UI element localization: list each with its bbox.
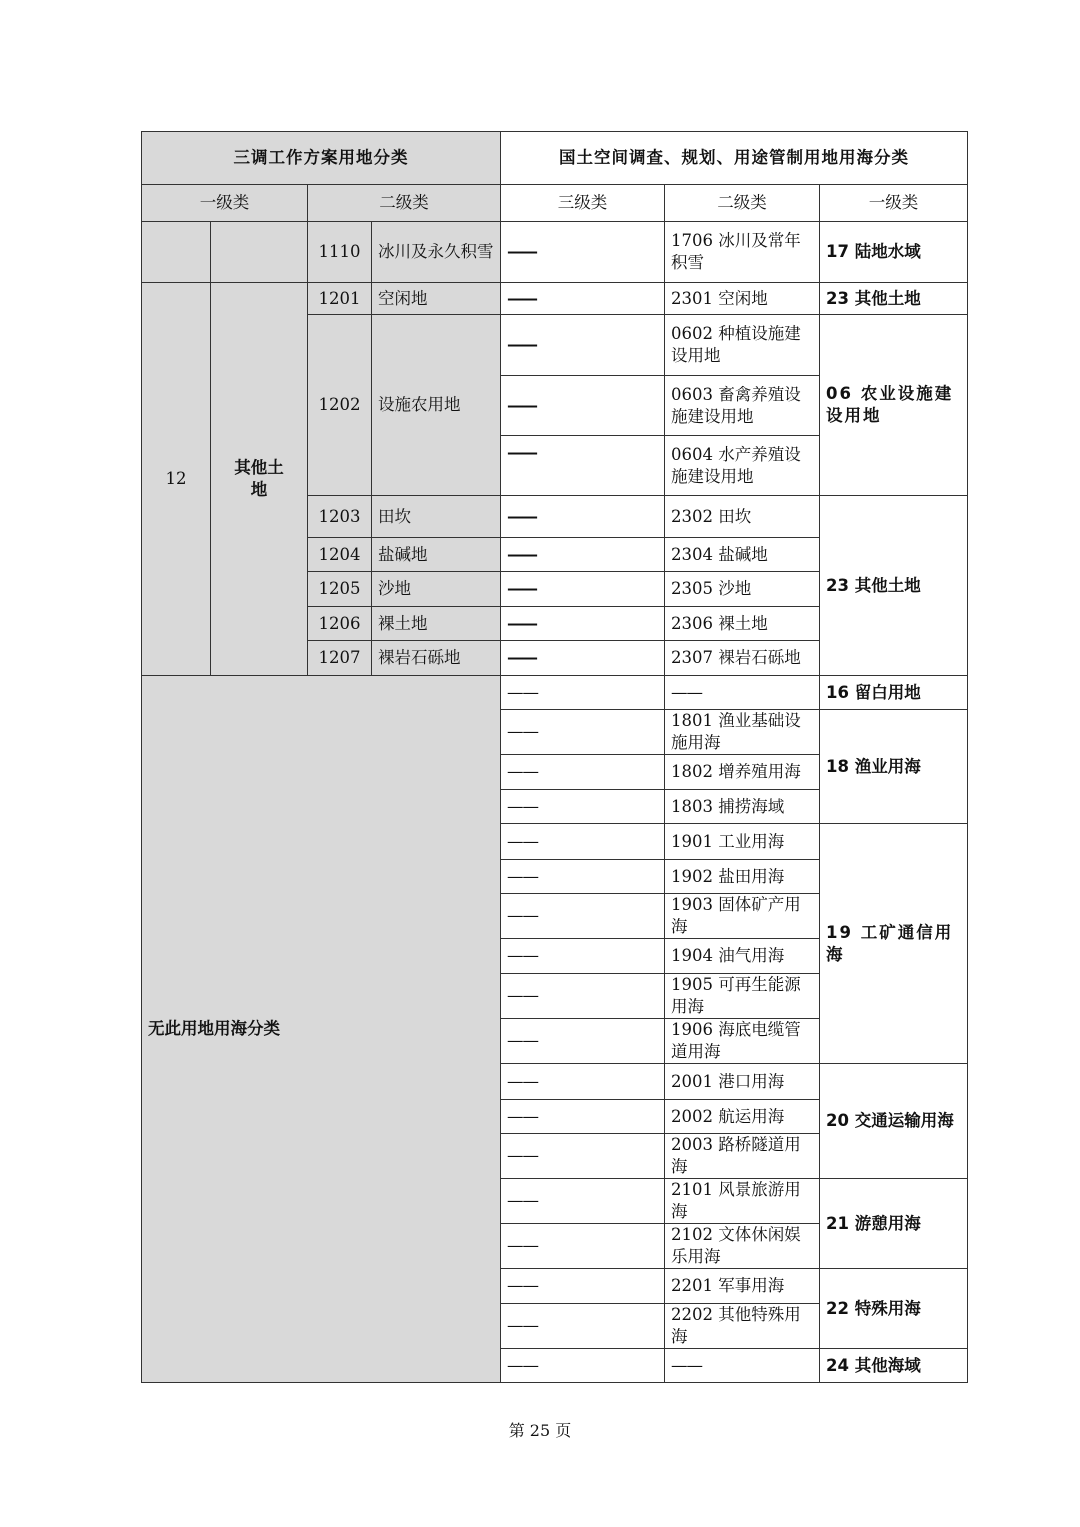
- right-level2-header: 二级类: [665, 185, 820, 222]
- level1-cell: 06 农业设施建设用地: [820, 315, 968, 496]
- level1-cell: 23 其他土地: [820, 283, 968, 315]
- level2-cell: 0602 种植设施建设用地: [665, 315, 820, 376]
- level1-cell: 21 游憩用海: [820, 1179, 968, 1269]
- level2-cell: 2305 沙地: [665, 572, 820, 607]
- name-cell: 裸岩石砾地: [372, 641, 501, 676]
- level2-cell: 2306 裸土地: [665, 607, 820, 641]
- right-table-title: 国土空间调查、规划、用途管制用地用海分类: [501, 132, 968, 185]
- code-cell: 1205: [308, 572, 372, 607]
- dash-cell: ——: [501, 676, 665, 710]
- level2-cell: 1906 海底电缆管道用海: [665, 1019, 820, 1064]
- dash-cell: ——: [665, 676, 820, 710]
- name-cell: 空闲地: [372, 283, 501, 315]
- dash-cell: ——: [501, 1134, 665, 1179]
- name-cell: 田坎: [372, 496, 501, 538]
- left-table-title: 三调工作方案用地分类: [142, 132, 501, 185]
- code-cell: 1203: [308, 496, 372, 538]
- dash-cell: ——: [501, 1019, 665, 1064]
- level2-cell: 2302 田坎: [665, 496, 820, 538]
- empty-cell: [142, 222, 211, 283]
- level2-cell: 1904 油气用海: [665, 939, 820, 974]
- level2-cell: 1706 冰川及常年积雪: [665, 222, 820, 283]
- level1-cell: 22 特殊用海: [820, 1269, 968, 1349]
- dash-cell: ——: [501, 436, 665, 496]
- dash-cell: ——: [501, 607, 665, 641]
- dash-cell: ——: [501, 1269, 665, 1304]
- dash-cell: ——: [501, 641, 665, 676]
- level2-cell: 2202 其他特殊用海: [665, 1304, 820, 1349]
- no-classification-cell: 无此用地用海分类: [142, 676, 501, 1383]
- code-cell: 1110: [308, 222, 372, 283]
- dash-cell: ——: [501, 496, 665, 538]
- level2-cell: 1902 盐田用海: [665, 860, 820, 894]
- level1-cell: 20 交通运输用海: [820, 1064, 968, 1179]
- level1-cell: 17 陆地水域: [820, 222, 968, 283]
- name-cell: 盐碱地: [372, 538, 501, 572]
- level2-cell: 2101 风景旅游用海: [665, 1179, 820, 1224]
- dash-cell: ——: [501, 222, 665, 283]
- right-level1-header: 一级类: [820, 185, 968, 222]
- dash-cell: ——: [501, 1224, 665, 1269]
- name-cell: 裸土地: [372, 607, 501, 641]
- land-sea-classification-table: [141, 131, 968, 1383]
- level1-cell: 18 渔业用海: [820, 710, 968, 824]
- group-code-cell: 12: [142, 283, 211, 676]
- right-level3-header: 三级类: [501, 185, 665, 222]
- dash-cell: ——: [665, 1349, 820, 1383]
- empty-cell: [211, 222, 308, 283]
- level2-cell: 2001 港口用海: [665, 1064, 820, 1100]
- code-cell: 1202: [308, 315, 372, 496]
- code-cell: 1204: [308, 538, 372, 572]
- level2-cell: 1901 工业用海: [665, 824, 820, 860]
- level2-cell: 1903 固体矿产用海: [665, 894, 820, 939]
- level2-cell: 2002 航运用海: [665, 1100, 820, 1134]
- level2-cell: 2301 空闲地: [665, 283, 820, 315]
- level1-cell: 19 工矿通信用海: [820, 824, 968, 1064]
- code-cell: 1201: [308, 283, 372, 315]
- dash-cell: ——: [501, 974, 665, 1019]
- dash-cell: ——: [501, 755, 665, 790]
- dash-cell: ——: [501, 939, 665, 974]
- level2-cell: 1803 捕捞海域: [665, 790, 820, 824]
- dash-cell: ——: [501, 894, 665, 939]
- level2-cell: 2201 军事用海: [665, 1269, 820, 1304]
- level2-cell: 1801 渔业基础设施用海: [665, 710, 820, 755]
- dash-cell: ——: [501, 283, 665, 315]
- level2-cell: 2003 路桥隧道用海: [665, 1134, 820, 1179]
- level1-cell: 16 留白用地: [820, 676, 968, 710]
- dash-cell: ——: [501, 824, 665, 860]
- dash-cell: ——: [501, 1349, 665, 1383]
- code-cell: 1206: [308, 607, 372, 641]
- level2-cell: 2304 盐碱地: [665, 538, 820, 572]
- dash-cell: ——: [501, 790, 665, 824]
- level2-cell: 0604 水产养殖设施建设用地: [665, 436, 820, 496]
- dash-cell: ——: [501, 1064, 665, 1100]
- dash-cell: ——: [501, 710, 665, 755]
- name-cell: 沙地: [372, 572, 501, 607]
- dash-cell: ——: [501, 860, 665, 894]
- dash-cell: ——: [501, 538, 665, 572]
- name-cell: 设施农用地: [372, 315, 501, 496]
- code-cell: 1207: [308, 641, 372, 676]
- page-number: 第 25 页: [508, 1421, 572, 1440]
- left-level1-header: 一级类: [142, 185, 308, 222]
- level2-cell: 1905 可再生能源用海: [665, 974, 820, 1019]
- level2-cell: 2307 裸岩石砾地: [665, 641, 820, 676]
- level2-cell: 1802 增养殖用海: [665, 755, 820, 790]
- level1-cell: 24 其他海域: [820, 1349, 968, 1383]
- group-name-cell: 其他土地: [211, 283, 308, 676]
- level1-cell: 23 其他土地: [820, 496, 968, 676]
- dash-cell: ——: [501, 1100, 665, 1134]
- dash-cell: ——: [501, 315, 665, 376]
- dash-cell: ——: [501, 1179, 665, 1224]
- level2-cell: 2102 文体休闲娱乐用海: [665, 1224, 820, 1269]
- dash-cell: ——: [501, 376, 665, 436]
- dash-cell: ——: [501, 1304, 665, 1349]
- name-cell: 冰川及永久积雪: [372, 222, 501, 283]
- level2-cell: 0603 畜禽养殖设施建设用地: [665, 376, 820, 436]
- left-level2-header: 二级类: [308, 185, 501, 222]
- dash-cell: ——: [501, 572, 665, 607]
